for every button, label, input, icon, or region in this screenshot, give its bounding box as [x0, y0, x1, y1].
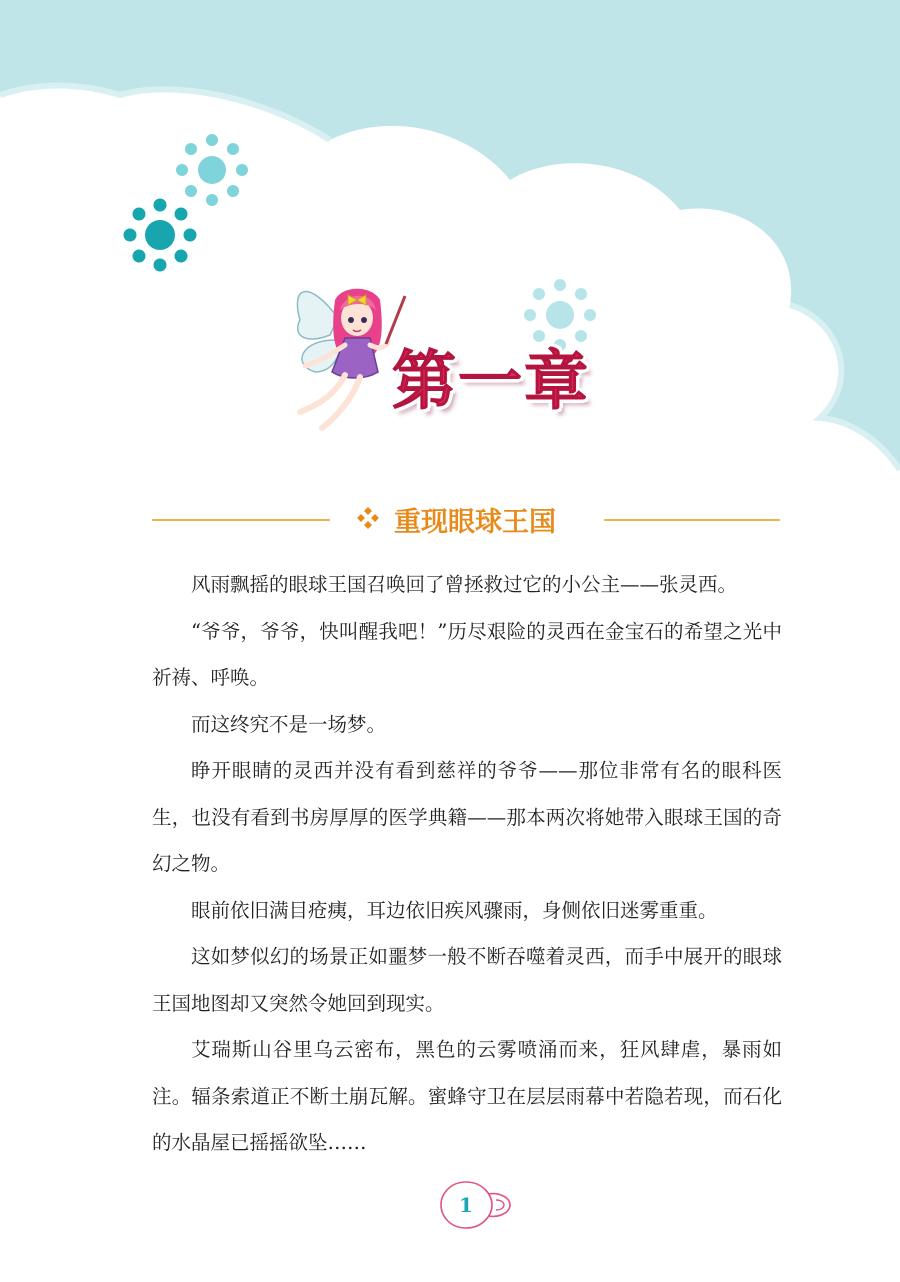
paragraph: 这如梦似幻的场景正如噩梦一般不断吞噬着灵西，而手中展开的眼球王国地图却又突然令她回到现实。 — [152, 945, 782, 1015]
body-text — [152, 562, 782, 1167]
page-number-badge — [438, 1170, 518, 1240]
heading-rule-left — [152, 519, 330, 521]
fairy-illustration — [0, 0, 900, 500]
paragraph: 睁开眼睛的灵西并没有看到慈祥的爷爷——那位非常有名的眼科医生，也没有看到书房厚厚的医学典籍——那本两次将她带入眼球王国的奇幻之物。 — [152, 759, 782, 875]
paragraph: 风雨飘摇的眼球王国召唤回了曾拯救过它的小公主——张灵西。 — [191, 573, 738, 596]
page-number: 1 — [459, 1193, 473, 1217]
section-heading — [152, 498, 780, 542]
paragraph: “爷爷，爷爷，快叫醒我吧！”历尽艰险的灵西在金宝石的希望之光中祈祷、呼唤。 — [152, 619, 782, 689]
paragraph: 眼前依旧满目疮痍，耳边依旧疾风骤雨，身侧依旧迷雾重重。 — [191, 898, 718, 922]
chapter-title: 第一章 — [392, 345, 590, 419]
heading-rule-right — [604, 519, 780, 521]
paragraph: 而这终究不是一场梦。 — [191, 712, 387, 736]
diamond-ornament-icon — [356, 506, 380, 530]
section-heading-text: 重现眼球王国 — [394, 507, 556, 538]
paragraph: 艾瑞斯山谷里乌云密布，黑色的云雾喷涌而来，狂风肆虐，暴雨如注。辐条索道正不断土崩瓦解。蜜蜂守卫在层层雨幕中若隐若现，而石化的水晶屋已摇摇欲坠…… — [152, 1038, 782, 1154]
